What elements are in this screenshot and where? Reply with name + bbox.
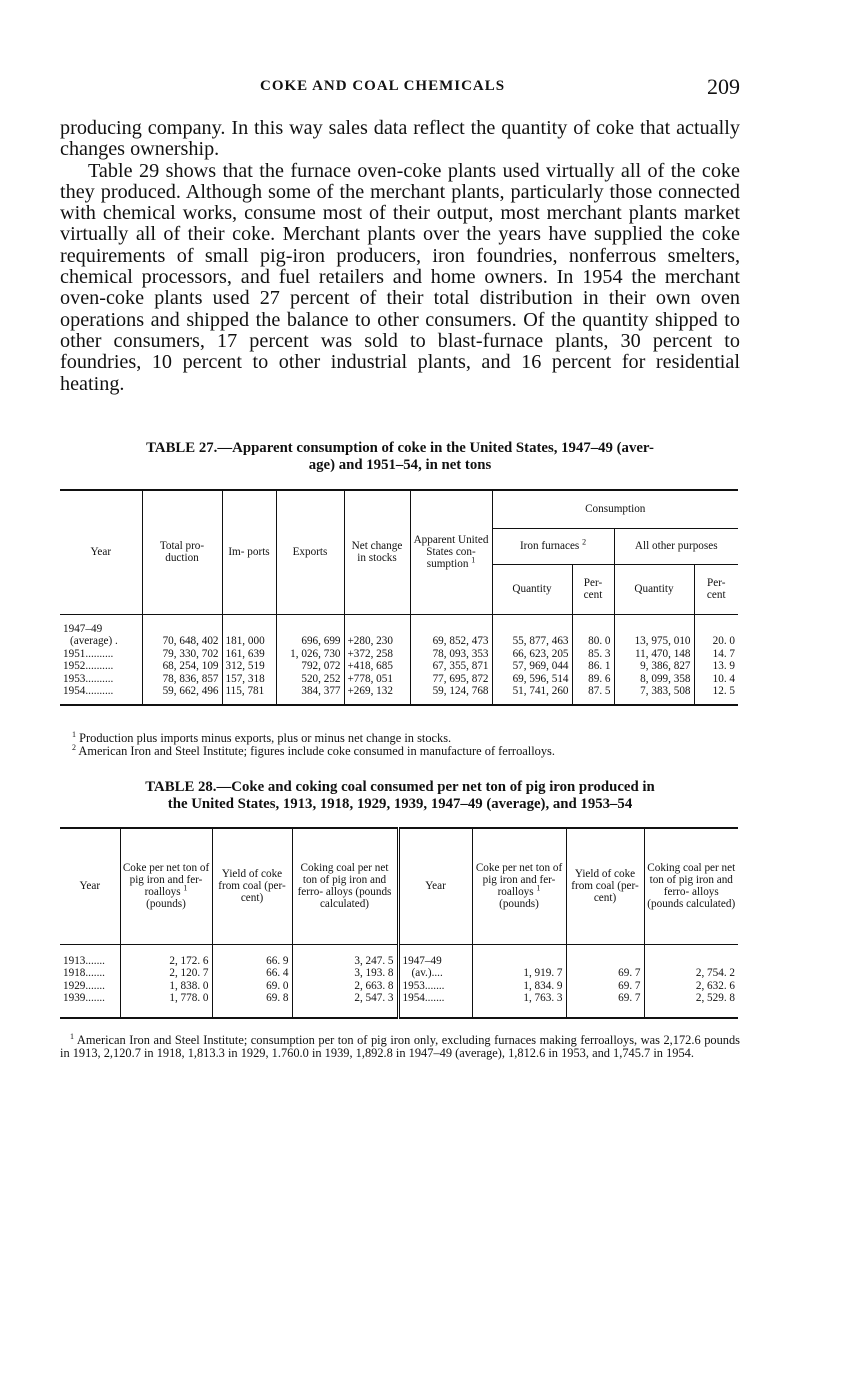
paragraph-2: Table 29 shows that the furnace oven-coke plants used virtually all of the coke they produced. Although some of the merchant plants, particularly those connected with chemical works, consume most of their output, most merchant plants market virtually all of their coke. Merchant plants over the years have supplied the coke requirements of small pig-iron producers, iron foundries, nonferrous smelters, chemical processors, and fuel retailers and home owners. In 1954 the merchant oven-coke plants used 27 percent of their total distribution in their own oven operations and shipped the balance to other consumers. Of the quantity shipped to other consumers, 17 percent was sold to blast-furnace plants, 30 percent to foundries, 10 percent to other industrial plants, and 16 percent for residential heating.	[60, 159, 740, 395]
header-all-other-purposes: All other purposes	[614, 528, 738, 564]
table-27-footnotes	[60, 729, 740, 758]
footnote: $^2$ American Iron and Steel Institute; figures include coke consumed in manufacture of ferroalloys.	[72, 742, 555, 758]
table-27-title-line-1: TABLE 27.—Apparent consumption of coke in the United States, 1947–49 (aver-	[146, 440, 654, 456]
header-coking-coal-right: Coking coal per net ton of pig iron and ferro- alloys (pounds calculated)	[644, 828, 738, 944]
running-title: COKE AND COAL CHEMICALS	[260, 78, 506, 94]
header-yield-left: Yield of coke from coal (per- cent)	[212, 828, 292, 944]
header-imports: Im- ports	[222, 490, 276, 614]
table-row: 1951.......... 79, 330, 702 161, 639 1, 026, 730 +372, 258 78, 093, 353 66, 623, 205 85. 3 11, 470, 148 14. 7	[60, 648, 738, 661]
table-row: 1918....... 2, 120. 7 66. 4 3, 193. 8 (av.).... 1, 919. 7 69. 7 2, 754. 2	[60, 967, 738, 980]
footnote-ref-2: 2	[582, 537, 587, 547]
header-coke-per-ton-right: Coke per net ton of pig iron and fer- roalloys $^1$ (pounds)	[472, 828, 566, 944]
table-28-title	[60, 779, 740, 813]
table-row: 1929....... 1, 838. 0 69. 0 2, 663. 8 1953....... 1, 834. 9 69. 7 2, 632. 6	[60, 980, 738, 993]
header-coking-coal-left: Coking coal per net ton of pig iron and ferro- alloys (pounds calculated)	[292, 828, 398, 944]
header-apparent-consumption: Apparent United States con- sumption $^1$	[410, 490, 492, 614]
table-27	[60, 489, 738, 706]
header-yield-right: Yield of coke from coal (per- cent)	[566, 828, 644, 944]
table-27-title	[60, 440, 740, 474]
table-28-title-line-1: TABLE 28.—Coke and coking coal consumed per net ton of pig iron produced in	[145, 779, 655, 795]
table-row: 1939....... 1, 778. 0 69. 8 2, 547. 3 1954....... 1, 763. 3 69. 7 2, 529. 8	[60, 992, 738, 1018]
body-text	[60, 118, 740, 395]
header-consumption: Consumption	[492, 490, 738, 528]
table-row: (average) . 70, 648, 402 181, 000 696, 699 +280, 230 69, 852, 473 55, 877, 463 80. 0 13, 975, 010 20. 0	[60, 635, 738, 648]
footnote: $^1$ Production plus imports minus exports, plus or minus net change in stocks.	[72, 729, 452, 745]
header-exports: Exports	[276, 490, 344, 614]
table-row: 1952.......... 68, 254, 109 312, 519 792, 072 +418, 685 67, 355, 871 57, 969, 044 86. 1 9, 386, 827 13. 9	[60, 660, 738, 673]
table-row: 1953.......... 78, 836, 857 157, 318 520, 252 +778, 051 77, 695, 872 69, 596, 514 89. 6 8, 099, 358 10. 4	[60, 673, 738, 686]
header-iron-furnaces: Iron furnaces $^2$	[492, 528, 614, 564]
header-other-percent: Per- cent	[694, 564, 738, 614]
header-year-left: Year	[60, 828, 120, 944]
running-head	[60, 74, 740, 104]
table-row: 1954.......... 59, 662, 496 115, 781 384, 377 +269, 132 59, 124, 768 51, 741, 260 87. 5 7, 383, 508 12. 5	[60, 685, 738, 705]
header-other-quantity: Quantity	[614, 564, 694, 614]
table-28-title-line-2: the United States, 1913, 1918, 1929, 1939, 1947–49 (average), and 1953–54	[167, 796, 633, 812]
header-total-production: Total pro- duction	[142, 490, 222, 614]
table-27-title-line-2: age) and 1951–54, in net tons	[308, 457, 492, 473]
table-28	[60, 827, 738, 1019]
header-net-change: Net change in stocks	[344, 490, 410, 614]
footnote: $^1$ American Iron and Steel Institute; consumption per ton of pig iron only, excluding furnaces making ferroalloys, was 2,172.6 pounds in 1913, 2,120.7 in 1918, 1,813.3 in 1929, 1.760.0 in 1939, 1,892.8 in 1947–49 (average), 1,812.6 in 1953, and 1,745.7 in 1954.	[60, 1031, 740, 1060]
table-row: 1913....... 2, 172. 6 66. 9 3, 247. 5 1947–49	[60, 955, 738, 968]
header-year-right: Year	[398, 828, 472, 944]
header-iron-quantity: Quantity	[492, 564, 572, 614]
page-number: 209	[707, 74, 740, 99]
paragraph-1: producing company. In this way sales data reflect the quantity of coke that actually changes ownership.	[60, 117, 740, 161]
header-year: Year	[60, 490, 142, 614]
footnote-ref-1: 1	[471, 555, 476, 565]
table-row: 1947–49	[60, 623, 738, 636]
table-28-footnote	[60, 1031, 740, 1060]
header-coke-per-ton-left: Coke per net ton of pig iron and fer- roalloys $^1$ (pounds)	[120, 828, 212, 944]
header-iron-percent: Per- cent	[572, 564, 614, 614]
